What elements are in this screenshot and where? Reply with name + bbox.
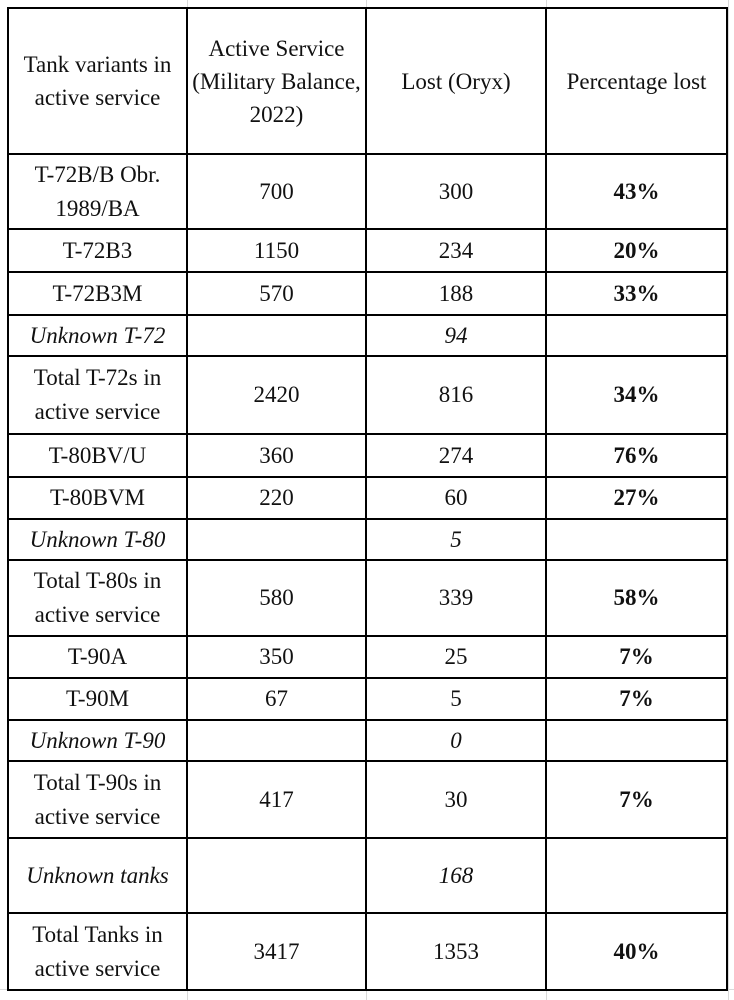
table-row: [8, 761, 727, 838]
active-service-cell: 1150: [187, 229, 366, 272]
percentage-lost-cell: 33%: [546, 272, 727, 315]
lost-cell: 339: [366, 560, 546, 636]
active-service-cell: 2420: [187, 356, 366, 434]
table-row: [8, 636, 727, 678]
table-row: [8, 356, 727, 434]
variant-cell: T-90A: [8, 636, 187, 678]
table-row: [8, 477, 727, 519]
percentage-lost-cell: [546, 315, 727, 356]
lost-cell: 30: [366, 761, 546, 838]
active-service-cell: 220: [187, 477, 366, 519]
variant-cell: T-80BV/U: [8, 434, 187, 477]
variant-cell: Unknown T-72: [8, 315, 187, 356]
percentage-lost-cell: 27%: [546, 477, 727, 519]
lost-cell: 234: [366, 229, 546, 272]
lost-cell: 816: [366, 356, 546, 434]
percentage-lost-cell: 20%: [546, 229, 727, 272]
table-row: [8, 838, 727, 913]
variant-cell: Total Tanks in active service: [8, 913, 187, 990]
table-row: [8, 272, 727, 315]
lost-cell: 5: [366, 678, 546, 720]
variant-cell: T-80BVM: [8, 477, 187, 519]
variant-cell: T-72B/B Obr. 1989/BA: [8, 154, 187, 229]
header-row: [8, 8, 727, 154]
percentage-lost-cell: [546, 720, 727, 761]
percentage-lost-cell: 76%: [546, 434, 727, 477]
active-service-cell: [187, 315, 366, 356]
lost-cell: 94: [366, 315, 546, 356]
percentage-lost-cell: 7%: [546, 678, 727, 720]
header-cell: Tank variants in active service: [8, 8, 187, 154]
variant-cell: Total T-90s in active service: [8, 761, 187, 838]
percentage-lost-cell: [546, 519, 727, 560]
active-service-cell: 417: [187, 761, 366, 838]
active-service-cell: 570: [187, 272, 366, 315]
lost-cell: 25: [366, 636, 546, 678]
table-row: [8, 519, 727, 560]
active-service-cell: [187, 720, 366, 761]
percentage-lost-cell: 34%: [546, 356, 727, 434]
sheet-gridline: [728, 0, 729, 1000]
table-body: [8, 154, 727, 990]
variant-cell: Unknown T-90: [8, 720, 187, 761]
active-service-cell: 360: [187, 434, 366, 477]
active-service-cell: 3417: [187, 913, 366, 990]
active-service-cell: [187, 519, 366, 560]
variant-cell: Total T-80s in active service: [8, 560, 187, 636]
percentage-lost-cell: 58%: [546, 560, 727, 636]
table-row: [8, 720, 727, 761]
active-service-cell: [187, 838, 366, 913]
table-row: [8, 434, 727, 477]
lost-cell: 188: [366, 272, 546, 315]
percentage-lost-cell: 40%: [546, 913, 727, 990]
variant-cell: Unknown T-80: [8, 519, 187, 560]
lost-cell: 0: [366, 720, 546, 761]
header-cell: Percentage lost: [546, 8, 727, 154]
lost-cell: 168: [366, 838, 546, 913]
header-cell: Lost (Oryx): [366, 8, 546, 154]
table-row: [8, 913, 727, 990]
lost-cell: 1353: [366, 913, 546, 990]
active-service-cell: 580: [187, 560, 366, 636]
active-service-cell: 350: [187, 636, 366, 678]
table-row: [8, 315, 727, 356]
percentage-lost-cell: [546, 838, 727, 913]
percentage-lost-cell: 7%: [546, 761, 727, 838]
percentage-lost-cell: 7%: [546, 636, 727, 678]
variant-cell: Unknown tanks: [8, 838, 187, 913]
percentage-lost-cell: 43%: [546, 154, 727, 229]
lost-cell: 60: [366, 477, 546, 519]
lost-cell: 274: [366, 434, 546, 477]
lost-cell: 300: [366, 154, 546, 229]
variant-cell: T-72B3M: [8, 272, 187, 315]
variant-cell: T-72B3: [8, 229, 187, 272]
variant-cell: Total T-72s in active service: [8, 356, 187, 434]
active-service-cell: 67: [187, 678, 366, 720]
lost-cell: 5: [366, 519, 546, 560]
tank-losses-table: [7, 7, 728, 991]
variant-cell: T-90M: [8, 678, 187, 720]
active-service-cell: 700: [187, 154, 366, 229]
table-row: [8, 154, 727, 229]
table-row: [8, 560, 727, 636]
table-row: [8, 229, 727, 272]
header-cell: Active Service (Military Balance, 2022): [187, 8, 366, 154]
table-row: [8, 678, 727, 720]
